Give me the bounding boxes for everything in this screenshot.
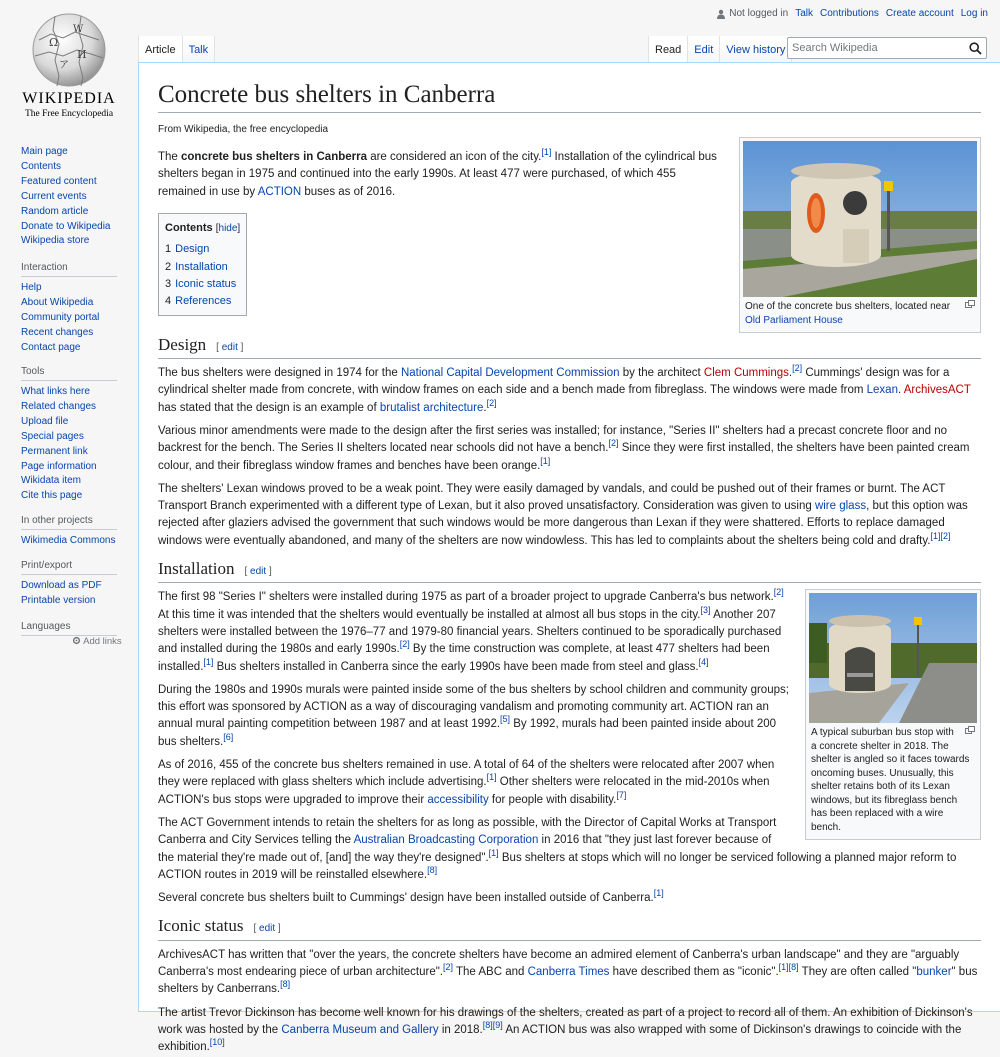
sidebar-item-upload-file[interactable]: Upload file (21, 415, 69, 427)
sidebar-item-donate[interactable]: Donate to Wikipedia (21, 220, 111, 232)
link-ncdc[interactable]: National Capital Development Commission (400, 367, 620, 380)
link-old-parliament-house[interactable]: Old Parliament House (745, 314, 843, 326)
ref-link[interactable]: [1] (203, 656, 214, 667)
tab-view-history[interactable]: View history (720, 36, 792, 63)
sidebar-item-random-article[interactable]: Random article (21, 205, 89, 217)
ref-link[interactable]: [10] (209, 1037, 225, 1048)
ref-link[interactable]: [2] (792, 363, 803, 374)
toc-item-iconic-status[interactable] (165, 276, 240, 293)
page-title: Concrete bus shelters in Canberra (158, 80, 981, 113)
link-lexan[interactable]: Lexan (866, 384, 898, 397)
ref-link[interactable]: [1] (653, 888, 664, 899)
ref-link[interactable]: [3] (700, 604, 711, 615)
text: As of 2016, 455 of the concrete bus shelters remained in use. A total of 64 of the shelters were relocated after 2007 when they were replaced with glass shelters which include advertising. (158, 759, 775, 789)
text: The artist Trevor Dickinson has become well known for his drawings of the shelters, created as part of a project to record all of them. An exhibition of Dickinson's work was hosted by the (158, 1006, 973, 1036)
edit-section-link[interactable]: edit (259, 923, 276, 935)
text: Installation of the cylindrical bus shelters began in 1975 and continued into the early 1990s. At least 477 were purchased, of which 455 remained in use by (158, 151, 717, 198)
thumbnail-suburban-stop (805, 589, 981, 840)
text: . (483, 401, 487, 414)
ref-link[interactable]: [1] (486, 772, 497, 783)
link-action[interactable]: ACTION (257, 185, 302, 198)
edit-section-design: [ edit ] (216, 341, 244, 353)
sidebar-item-what-links-here[interactable]: What links here (21, 386, 90, 397)
sidebar-item-contents[interactable]: Contents (21, 160, 62, 172)
text: . (897, 384, 904, 397)
design-paragraph-3 (158, 481, 981, 550)
sidebar-item-related-changes[interactable]: Related changes (21, 400, 97, 412)
search-input[interactable] (788, 38, 958, 58)
view-tabs (648, 36, 792, 63)
text: Various minor amendments were made to the design after the first series was installed; for instance, "Series II" shelters had a precast concrete floor and no backrest for the bench. The Series II shelters located near schools did not have a bench. (158, 425, 948, 455)
sidebar-heading-other-projects: In other projects (21, 515, 117, 530)
heading-text: Installation (158, 559, 235, 579)
sidebar-item-store[interactable]: Wikipedia store (21, 235, 90, 247)
svg-text:И: И (77, 48, 87, 61)
svg-text:W: W (73, 24, 84, 35)
link-canberra-times[interactable]: Canberra Times (527, 966, 610, 979)
iconic-paragraph-1 (158, 947, 981, 999)
link-wire-glass[interactable]: wire glass (814, 500, 867, 513)
sidebar-item-featured-content[interactable]: Featured content (21, 175, 97, 187)
toc-link[interactable]: Installation (175, 260, 228, 273)
ref-link[interactable]: [2] (773, 587, 784, 598)
toc-item-installation[interactable] (165, 259, 240, 276)
sidebar-item-about[interactable]: About Wikipedia (21, 296, 94, 308)
wikipedia-globe-icon (29, 10, 109, 90)
ref-link[interactable]: [8] (427, 865, 438, 875)
ref-link[interactable]: [2] (399, 639, 410, 650)
edit-section-installation: [ edit ] (244, 566, 272, 578)
toc-hide-wrapper: [hide] (215, 222, 241, 234)
thumbnail-caption-text: A typical suburban bus stop with a concrete shelter in 2018. The shelter is angled so it faces towards oncoming buses. Unusually, this shelter retains both of its Lexan windows, but its fibreglass bench has been replaced with a wire bench. (811, 727, 970, 833)
section-heading-installation (158, 560, 981, 583)
tab-read[interactable]: Read (648, 36, 688, 63)
text: , but this option was rejected after glaziers advised the government that such windows would be more dangerous than Lexan if they were shattered. Efforts to replace damaged windows were eventually abandoned, and many of the shelters are now windowless. This has led to complaints about the shelters being cold and drafty. (158, 500, 968, 547)
sidebar-other-projects (21, 515, 117, 549)
ref-link[interactable]: [5] (500, 714, 511, 725)
toc-link[interactable]: References (175, 295, 232, 308)
text: in 2016 that "they just last forever because of the material they're made out of, [and] the way they're designed". (158, 834, 772, 864)
sidebar-item-printable-version[interactable]: Printable version (21, 594, 96, 606)
toc-number: 1 (165, 243, 172, 256)
toc-hide-toggle[interactable]: hide (218, 222, 238, 234)
sidebar-print-export (21, 560, 117, 609)
text: Other shelters were relocated in the mid-2010s when ACTION's bus stops were upgraded to improve their (158, 776, 770, 806)
text: They are often called " (798, 966, 917, 979)
text: By 1992, murals had been painted inside about 200 bus shelters. (158, 718, 777, 748)
heading-text: Design (158, 334, 207, 354)
search-icon[interactable] (969, 42, 982, 55)
gear-icon (72, 636, 81, 645)
add-links-label: Add links (83, 636, 122, 647)
sidebar-tools (21, 366, 117, 504)
sidebar-item-main-page[interactable]: Main page (21, 146, 68, 157)
toc-item-design[interactable] (165, 241, 240, 258)
not-logged-in-status (716, 8, 788, 19)
svg-text:Ω: Ω (49, 36, 59, 49)
bold-title: concrete bus shelters in Canberra (181, 151, 367, 163)
toc-item-references[interactable] (165, 293, 240, 310)
thumbnail-old-parliament (739, 137, 981, 333)
tab-article[interactable]: Article (138, 36, 183, 63)
sidebar-item-cite-page[interactable]: Cite this page (21, 490, 83, 502)
ref-link[interactable]: [1][2] (930, 530, 951, 541)
article-body (158, 149, 981, 1057)
personal-tools (716, 8, 988, 19)
link-archivesact[interactable]: ArchivesACT (903, 384, 971, 397)
wikipedia-logo[interactable] (0, 0, 138, 130)
sidebar-navigation (21, 145, 111, 249)
iconic-paragraph-2 (158, 1005, 981, 1057)
text: " bus shelters by Canberrans. (158, 966, 978, 996)
wikipedia-tagline: The Free Encyclopedia (24, 109, 114, 119)
text: At this time it was intended that the shelters would eventually be installed at almost all bus stops in the city. (158, 608, 701, 621)
sidebar-item-contact[interactable]: Contact page (21, 341, 81, 353)
sidebar-item-help[interactable]: Help (21, 282, 42, 293)
user-icon (716, 9, 726, 19)
toc-title (165, 220, 240, 237)
design-paragraph-2 (158, 423, 981, 475)
ref-link[interactable]: [1] (540, 455, 551, 466)
section-heading-iconic-status (158, 917, 981, 940)
ref-link[interactable]: [6] (223, 731, 234, 742)
text: for people with disability. (488, 793, 617, 806)
link-brutalist[interactable]: brutalist architecture (379, 401, 484, 414)
enlarge-icon[interactable] (965, 300, 975, 308)
toc-number: 4 (165, 295, 172, 308)
namespace-tabs (138, 36, 215, 63)
edit-section-iconic: [ edit ] (253, 923, 281, 935)
log-in-link[interactable]: Log in (960, 8, 988, 19)
personal-talk-link[interactable]: Talk (795, 8, 813, 19)
text: are considered an icon of the city. (367, 151, 542, 163)
sidebar-heading-print-export: Print/export (21, 560, 117, 575)
toc-title-label: Contents (165, 221, 213, 234)
add-links-button[interactable] (72, 636, 122, 647)
text: by the architect (619, 367, 704, 380)
link-clem-cummings[interactable]: Clem Cummings (703, 367, 789, 380)
sidebar-item-permanent-link[interactable]: Permanent link (21, 445, 88, 457)
tab-edit[interactable]: Edit (688, 36, 720, 63)
toc-link[interactable]: Iconic status (175, 278, 237, 290)
text: Bus shelters installed in Canberra since the early 1990s have been made from steel and glass. (213, 660, 699, 673)
text: The (158, 151, 182, 163)
enlarge-icon[interactable] (965, 726, 975, 734)
toc-link[interactable]: Design (175, 243, 210, 256)
wikipedia-wordmark: WIKIPEDIA (22, 90, 116, 107)
text: The shelters' Lexan windows proved to be a weak point. They were easily damaged by vandals, and could be pushed out of their frames or burnt. The ACT Transport Branch experimented with a different type of Lexan, but it also proved unsatisfactory. Consideration was given to using (158, 482, 946, 513)
suburban-bus-stop-photo[interactable] (809, 593, 977, 723)
sidebar-heading-tools: Tools (21, 366, 117, 381)
toc-number: 2 (165, 260, 172, 273)
table-of-contents (158, 213, 247, 316)
search-box (787, 37, 987, 59)
text: Cummings' design was for a cylindrical shelter made from concrete, with window frames on each side and a bench made from fibreglass. The windows were made from (158, 367, 950, 397)
ref-link[interactable]: [1] (541, 147, 552, 158)
section-heading-design (158, 336, 981, 359)
text: The ABC and (453, 966, 528, 979)
installation-paragraph-5 (158, 890, 981, 907)
thumbnail-caption-text: One of the concrete bus shelters, located near (745, 301, 951, 312)
sidebar-heading-interaction: Interaction (21, 262, 117, 277)
link-museum[interactable]: Canberra Museum and Gallery (281, 1023, 439, 1036)
sidebar-item-wikidata-item[interactable]: Wikidata item (21, 475, 82, 487)
text: has stated that the design is an example of (158, 401, 380, 414)
link-bunker[interactable]: bunker (916, 966, 952, 979)
text: The ACT Government intends to retain the shelters for as long as possible, with the Director of Capital Works at Transport Canberra and City Services telling the (158, 816, 777, 847)
ref-link[interactable]: [4] (698, 656, 709, 667)
ref-link[interactable]: [8] (280, 979, 291, 990)
thumbnail-caption (809, 723, 977, 836)
article-content (138, 62, 1000, 1054)
ref-link[interactable]: [1] (488, 847, 499, 858)
ref-link[interactable]: [2] (486, 397, 497, 408)
text: have described them as "iconic". (609, 966, 779, 979)
text: An ACTION bus was also wrapped with some of Dickinson's drawings to coincide with the exhibition. (158, 1023, 962, 1054)
sidebar-item-community-portal[interactable]: Community portal (21, 311, 100, 323)
text: During the 1980s and 1990s murals were painted inside some of the bus shelters by school children and community groups; this effort was sponsored by ACTION as a way of discouraging vandalism and promoting community art. ACTION ran an annual mural painting competition between 1987 and at least 1992. (158, 683, 789, 731)
not-logged-in-label: Not logged in (729, 8, 789, 19)
sidebar-heading-languages: Languages (21, 621, 117, 636)
sidebar-item-page-information[interactable]: Page information (21, 460, 97, 472)
text: The bus shelters were designed in 1974 for the (158, 367, 401, 380)
ref-link[interactable]: [2] (608, 438, 619, 449)
edit-section-link[interactable]: edit (221, 341, 238, 353)
text: Another 207 shelters were installed between the 1976–77 and 1979-80 financial years. Shelters continued to be sporadically purchased and installed during the 1980s and early 1990s. (158, 608, 782, 656)
ref-link[interactable]: [2] (443, 962, 454, 973)
edit-section-link[interactable]: edit (250, 566, 267, 578)
bus-shelter-photo[interactable] (743, 141, 977, 297)
sidebar-item-wikimedia-commons[interactable]: Wikimedia Commons (21, 535, 116, 546)
create-account-link[interactable]: Create account (885, 8, 954, 19)
text: Bus shelters at stops which will no longer be serviced following a planned major reform to ACTION routes in 2019 will be reinstalled elsewhere. (158, 851, 957, 881)
design-paragraph-1: The bus shelters were designed in 1974 for the National Capital Development Commission by the architect Clem Cummings.[2] Cummings' design was for a cylindrical shelter made from concrete, with window frames on each side and a bench made from fibreglass. The windows were made from Lexan. ArchivesACT has stated that the design is an example of brutalist architecture.[2] (158, 363, 971, 414)
tab-talk[interactable]: Talk (183, 36, 216, 63)
text: By the time construction was complete, at least 477 shelters had been installed. (158, 643, 770, 673)
text: in 2018. (438, 1023, 483, 1036)
text: Since they were first installed, the shelters have been painted cream colour, and their fibreglass window frames and benches have been orange. (158, 442, 970, 472)
link-accessibility[interactable]: accessibility (427, 793, 489, 806)
text: The first 98 "Series I" shelters were installed during 1975 as part of a broader project to upgrade Canberra's bus network. (158, 591, 774, 604)
ref-link[interactable]: [8][9] (482, 1020, 503, 1031)
personal-contributions-link[interactable]: Contributions (820, 8, 879, 19)
heading-text: Iconic status (158, 916, 244, 936)
ref-link[interactable]: [1][8] (778, 962, 799, 973)
ref-link[interactable]: [7] (616, 789, 627, 800)
text: Several concrete bus shelters built to Cummings' design have been installed outside of Canberra. (158, 892, 654, 905)
svg-text:ア: ア (59, 60, 69, 71)
text: buses as of 2016. (301, 185, 396, 198)
link-abc[interactable]: Australian Broadcasting Corporation (353, 834, 539, 847)
sidebar-item-current-events[interactable]: Current events (21, 190, 87, 202)
toc-number: 3 (165, 278, 172, 290)
thumbnail-caption (743, 297, 977, 329)
sidebar-interaction (21, 262, 117, 356)
text: ArchivesACT has written that "over the years, the concrete shelters have become an admired element of Canberra's urban landscape" and they are "arguably Canberra's most endearing piece of urban architecture". (158, 948, 960, 979)
sidebar-item-download-pdf[interactable]: Download as PDF (21, 580, 102, 591)
sidebar-item-recent-changes[interactable]: Recent changes (21, 326, 94, 338)
site-sub: From Wikipedia, the free encyclopedia (158, 124, 329, 135)
sidebar-item-special-pages[interactable]: Special pages (21, 430, 84, 442)
